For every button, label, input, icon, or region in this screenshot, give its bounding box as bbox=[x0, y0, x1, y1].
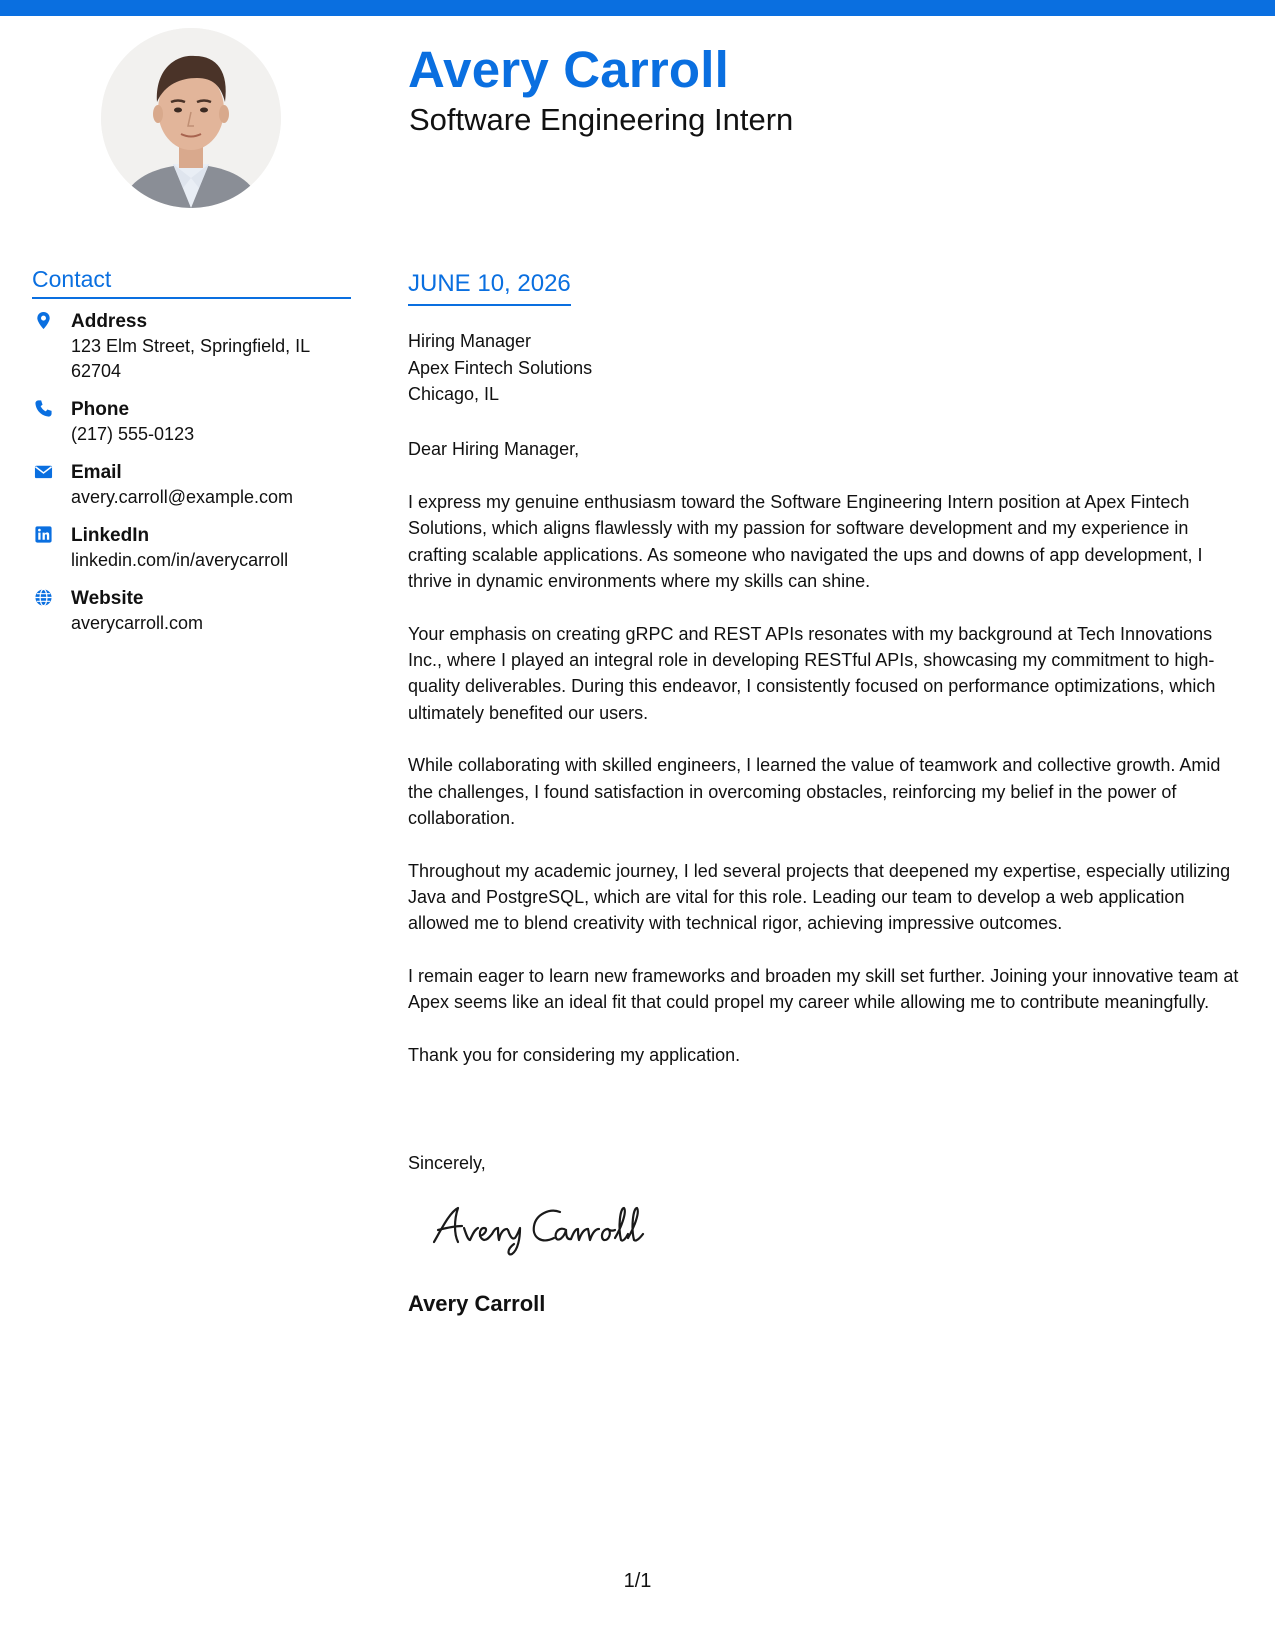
contact-label: Address bbox=[71, 311, 148, 332]
contact-label: Phone bbox=[71, 399, 130, 420]
body-paragraph: I remain eager to learn new frameworks and broaden my skill set further. Joining your innovative team at Apex seems like an ideal fit that could propel my career while allowing me to contribute meaningfully. bbox=[408, 966, 1239, 1013]
recipient-line: Apex Fintech Solutions bbox=[408, 357, 593, 378]
body-paragraph: Thank you for considering my application. bbox=[408, 1045, 741, 1066]
address-value: 123 Elm Street, Springfield, IL 62704 bbox=[71, 336, 310, 381]
contact-label: LinkedIn bbox=[71, 525, 150, 546]
contact-item-website bbox=[32, 586, 352, 636]
website-value[interactable]: averycarroll.com bbox=[71, 613, 204, 633]
contact-label: Website bbox=[71, 588, 144, 609]
contact-item-phone bbox=[32, 397, 352, 447]
linkedin-icon bbox=[34, 525, 53, 544]
salutation: Dear Hiring Manager, bbox=[408, 439, 580, 459]
handwritten-signature bbox=[424, 1198, 664, 1258]
letter-body bbox=[408, 489, 1248, 1095]
body-paragraph: While collaborating with skilled engineers, I learned the value of teamwork and collective growth. Amid the challenges, I found satisfaction in overcoming obstacles, reinforcing my belief in the power of collaboration. bbox=[408, 755, 1221, 828]
contact-list bbox=[32, 309, 352, 649]
globe-icon bbox=[34, 588, 53, 607]
linkedin-value[interactable]: linkedin.com/in/averycarroll bbox=[71, 550, 289, 570]
closing: Sincerely, bbox=[408, 1153, 486, 1173]
recipient-line: Chicago, IL bbox=[408, 384, 500, 404]
page-number: 1/1 bbox=[623, 1570, 652, 1592]
contact-heading: Contact bbox=[32, 266, 351, 299]
recipient-block bbox=[408, 328, 592, 408]
profile-photo bbox=[101, 28, 281, 208]
letter-date: JUNE 10, 2026 bbox=[408, 270, 571, 306]
body-paragraph: I express my genuine enthusiasm toward the Software Engineering Intern position at Apex Fintech Solutions, which aligns flawlessly with my passion for software development and my experience in crafting scalable applications. As someone who navigated the ups and downs of app development, I thrive in dynamic environments where my skills can shine. bbox=[408, 492, 1203, 591]
email-value[interactable]: avery.carroll@example.com bbox=[71, 487, 294, 507]
phone-value: (217) 555-0123 bbox=[71, 424, 195, 444]
envelope-icon bbox=[34, 462, 53, 481]
body-paragraph: Throughout my academic journey, I led several projects that deepened my expertise, especially utilizing Java and PostgreSQL, which are vital for this role. Leading our team to develop a web application allowed me to blend creativity with technical rigor, achieving impressive outcomes. bbox=[408, 860, 1231, 934]
contact-item-email bbox=[32, 460, 352, 510]
contact-label: Email bbox=[71, 462, 122, 483]
body-paragraph: Your emphasis on creating gRPC and REST APIs resonates with my background at Tech Innovations Inc., where I played an integral role in developing RESTful APIs, showcasing my commitment to high-quality deliverables. During this endeavor, I consistently focused on performance optimizations, which ultimately benefited our users. bbox=[408, 623, 1216, 723]
job-title: Software Engineering Intern bbox=[409, 102, 794, 137]
contact-item-address bbox=[32, 309, 352, 384]
phone-icon bbox=[34, 399, 53, 418]
signer-name: Avery Carroll bbox=[408, 1291, 546, 1316]
top-accent-bar bbox=[0, 0, 1275, 16]
recipient-line: Hiring Manager bbox=[408, 331, 532, 351]
contact-item-linkedin bbox=[32, 523, 352, 573]
candidate-name: Avery Carroll bbox=[408, 41, 730, 98]
map-pin-icon bbox=[34, 311, 53, 330]
